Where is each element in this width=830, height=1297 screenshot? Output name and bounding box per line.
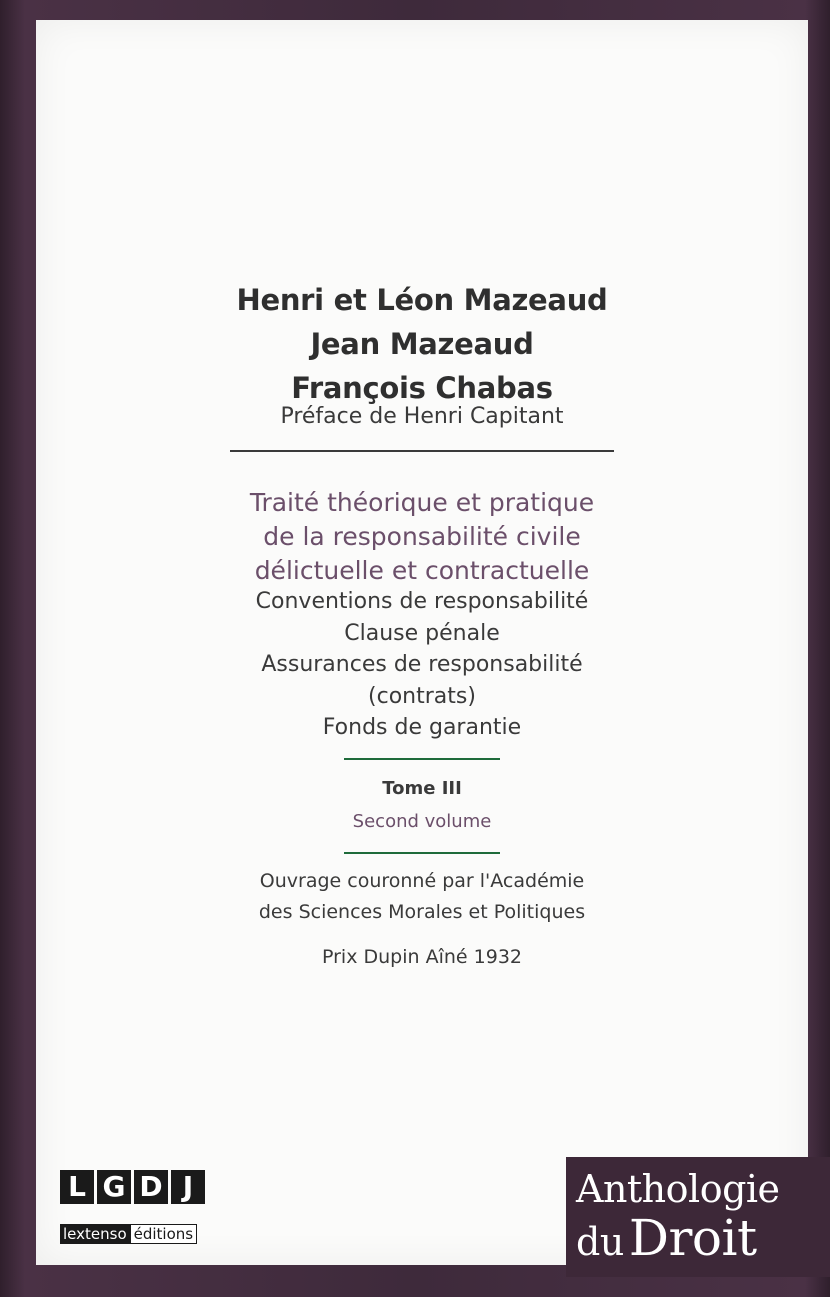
collection-line2 xyxy=(576,1209,757,1267)
collection-logo xyxy=(566,1157,830,1277)
subtitle-line: (contrats) xyxy=(368,683,476,709)
logo-letter: G xyxy=(97,1170,131,1204)
subtitle-line: Clause pénale xyxy=(344,620,500,646)
title-line: de la responsabilité civile xyxy=(263,522,581,551)
subtitle-line: Fonds de garantie xyxy=(322,715,522,740)
subtitle-line: Conventions de responsabilité xyxy=(255,589,589,614)
preface-line: Préface de Henri Capitant xyxy=(280,404,564,429)
prize-line: Prix Dupin Aîné 1932 xyxy=(322,946,522,968)
imprint-part-a: lextenso xyxy=(60,1224,130,1244)
green-rule-bottom xyxy=(344,852,500,854)
author-line: François Chabas xyxy=(291,371,553,405)
divider-rule xyxy=(230,450,614,452)
subtitle-block xyxy=(36,586,808,744)
imprint-part-b: éditions xyxy=(130,1224,197,1244)
award-line: Ouvrage couronné par l'Académie xyxy=(259,870,585,892)
logo-letter: D xyxy=(134,1170,168,1204)
award-block xyxy=(36,866,808,928)
collection-droit: Droit xyxy=(628,1209,757,1267)
lgdj-logo xyxy=(60,1170,205,1204)
collection-line1: Anthologie xyxy=(576,1167,780,1211)
title-line: délictuelle et contractuelle xyxy=(254,556,590,585)
title-line: Traité théorique et pratique xyxy=(249,488,595,517)
collection-du: du xyxy=(576,1220,624,1264)
book-title xyxy=(36,486,808,588)
author-line: Jean Mazeaud xyxy=(310,327,534,361)
authors-block xyxy=(36,278,808,410)
cover-page xyxy=(36,20,808,1265)
author-line: Henri et Léon Mazeaud xyxy=(236,283,608,317)
tome-label: Tome III xyxy=(382,778,462,799)
green-rule-top xyxy=(344,758,500,760)
award-line: des Sciences Morales et Politiques xyxy=(258,901,586,923)
volume-label: Second volume xyxy=(352,811,492,832)
logo-letter: L xyxy=(60,1170,94,1204)
lextenso-logo xyxy=(60,1224,197,1244)
logo-letter: J xyxy=(171,1170,205,1204)
subtitle-line: Assurances de responsabilité xyxy=(261,652,583,677)
